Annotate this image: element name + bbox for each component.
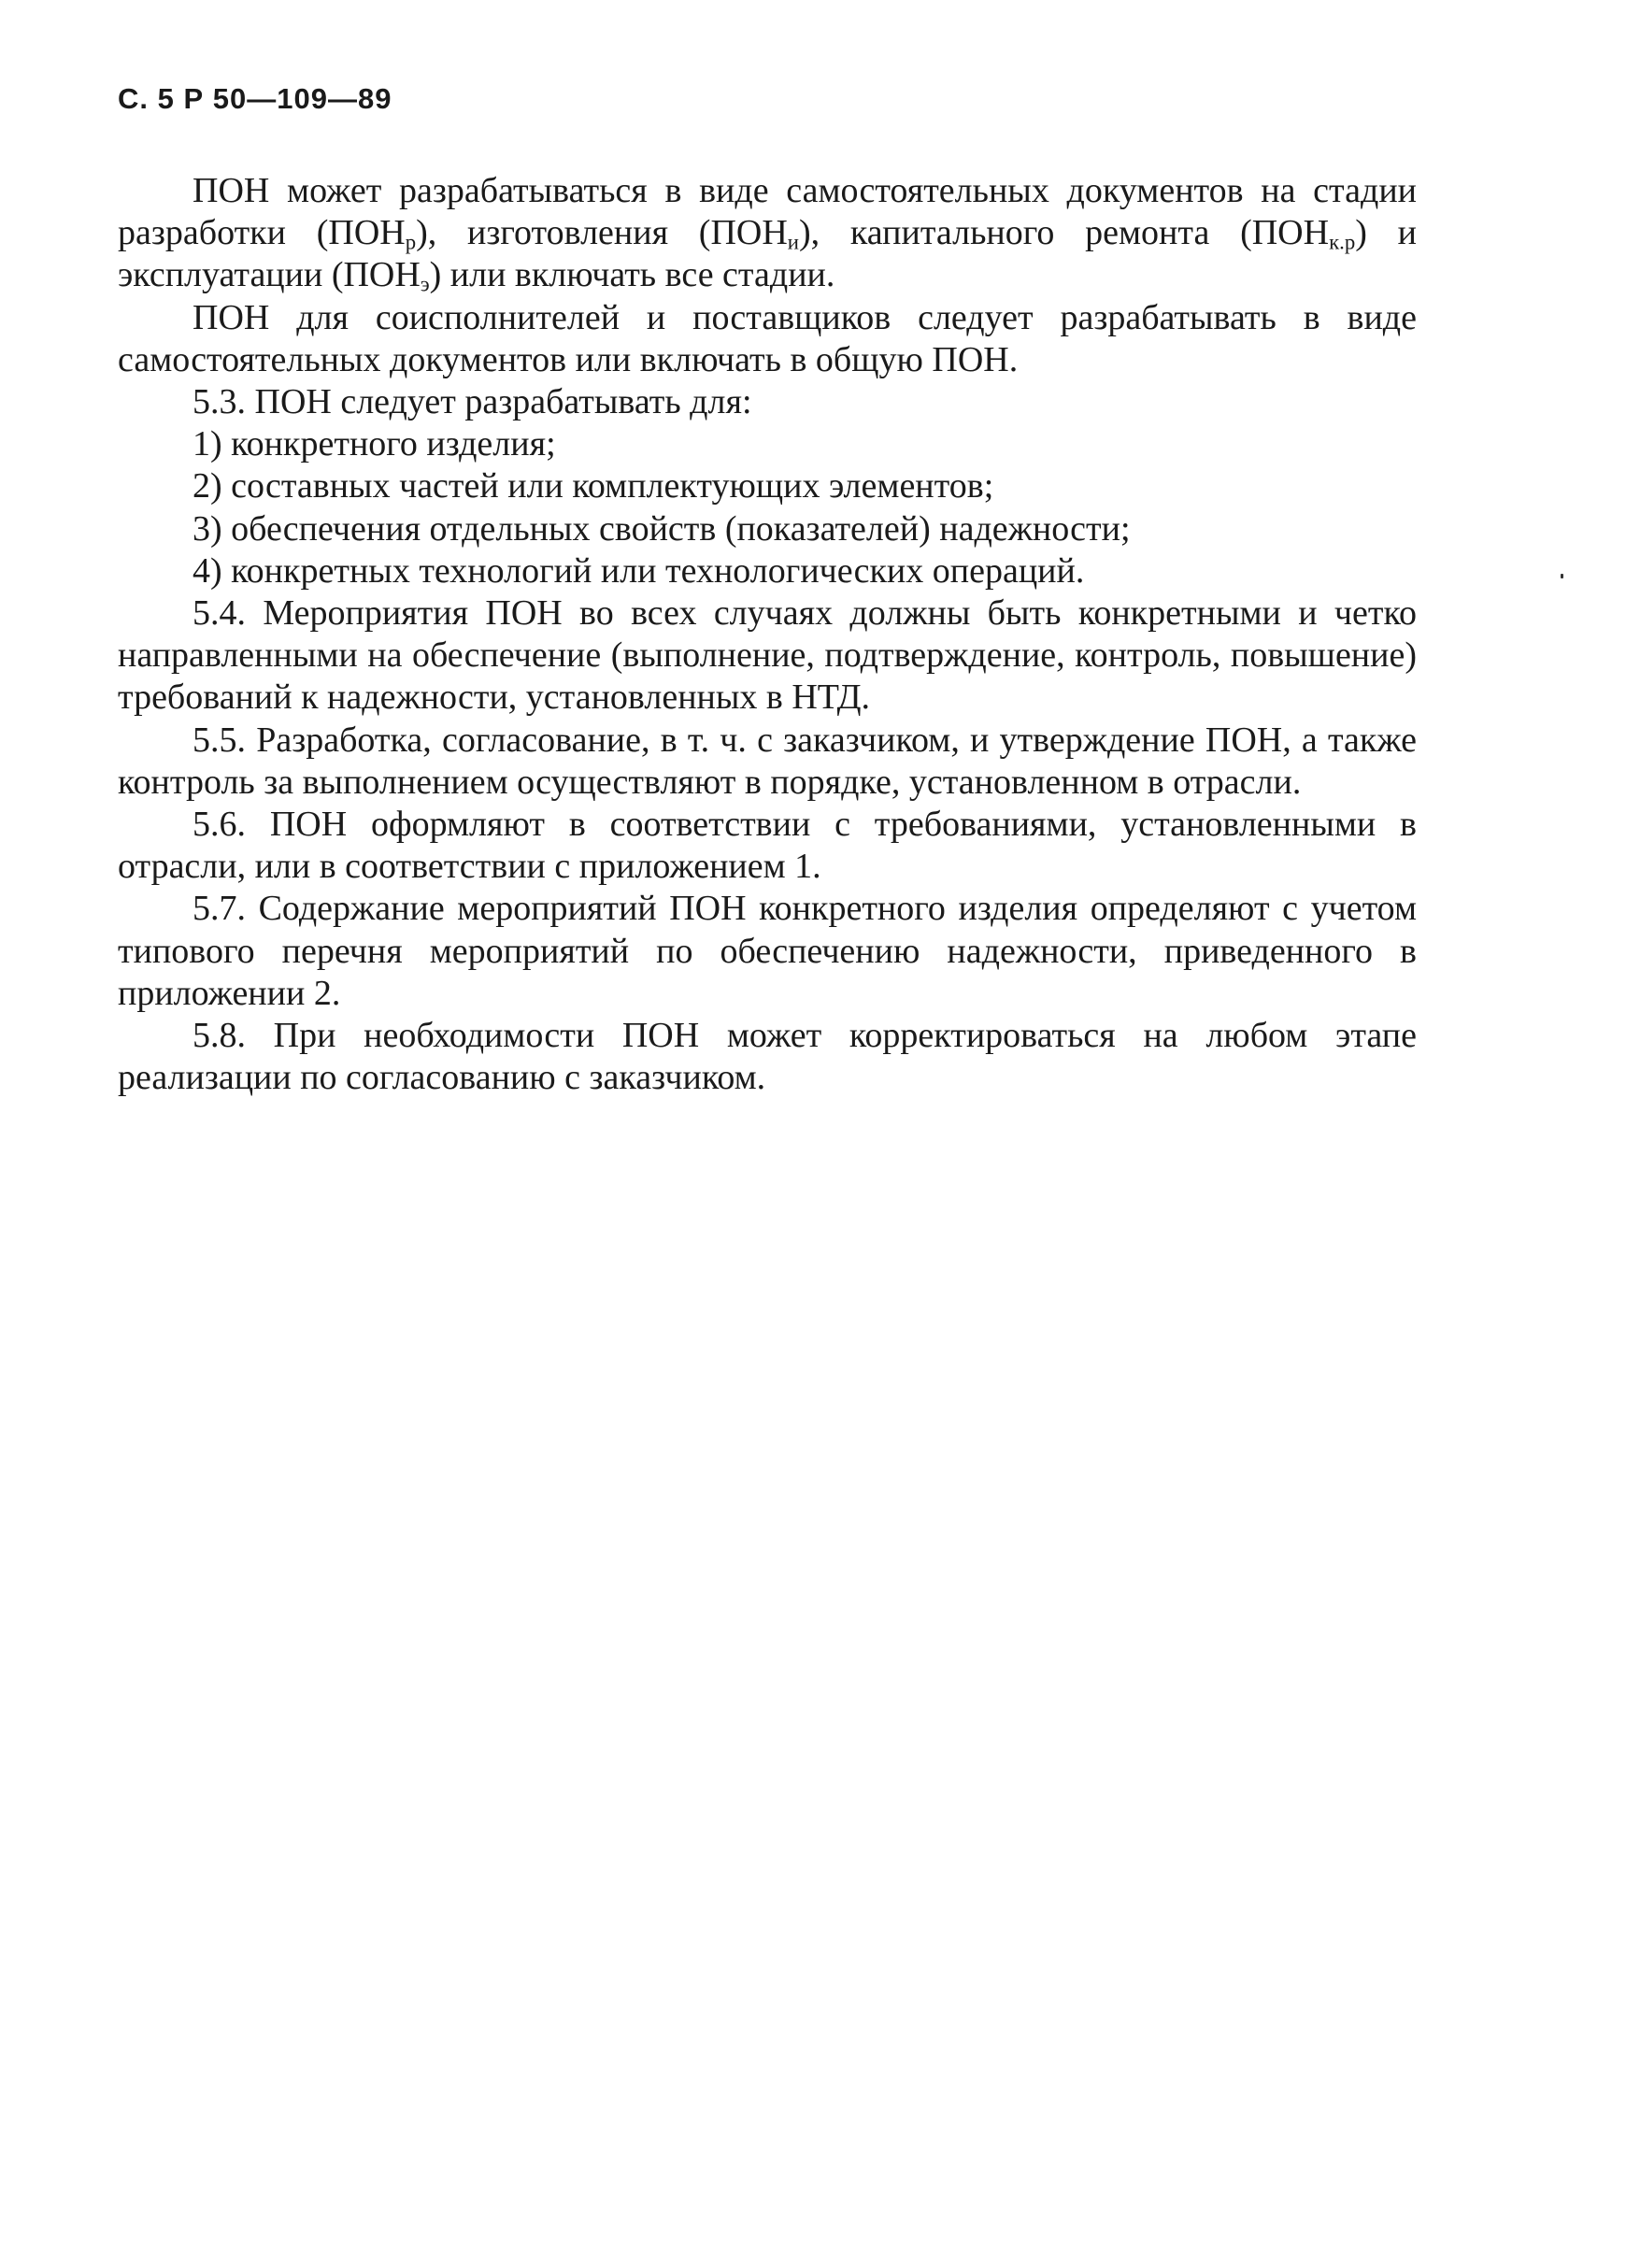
page-header: С. 5 Р 50—109—89 <box>118 82 392 115</box>
list-item: 1) конкретного изделия; <box>193 424 556 464</box>
paragraph-pon-stages: ПОН может разрабатываться в виде самостоятельных документов на стадии разработки $(ПОН_р)$, изготовления $(ПОН_и)$, капитального ремонта $(ПОН_{к.р})$ и эксплуатации $(ПОН_э)$ или включать все стадии. <box>118 171 1417 297</box>
section-5-7: 5.7. Содержание мероприятий ПОН конкретного изделия определяют с учетом типового перечня мероприятий по обеспечению надежности, приведенного в приложении 2. <box>118 889 1417 1013</box>
paragraph-pon-suppliers: ПОН для соисполнителей и поставщиков следует разрабатывать в виде самостоятельных документов или включать в общую ПОН. <box>118 297 1417 379</box>
document-body <box>118 170 1417 1099</box>
list-item: 2) составных частей или комплектующих элементов; <box>193 466 994 506</box>
section-5-5: 5.5. Разработка, согласование, в т. ч. с заказчиком, и утверждение ПОН, а также контроль за выполнением осуществляют в порядке, установленном в отрасли. <box>118 720 1417 802</box>
scan-speck <box>1561 574 1563 578</box>
section-5-6: 5.6. ПОН оформляют в соответствии с требованиями, установленными в отрасли, или в соответствии с приложением 1. <box>118 805 1417 887</box>
section-5-3: 5.3. ПОН следует разрабатывать для: <box>193 382 752 422</box>
section-5-8: 5.8. При необходимости ПОН может корректироваться на любом этапе реализации по согласованию с заказчиком. <box>118 1016 1417 1098</box>
list-item: 4) конкретных технологий или технологических операций. <box>193 550 1085 591</box>
section-5-4: 5.4. Мероприятия ПОН во всех случаях должны быть конкретными и четко направленными на обеспечение (выполнение, подтверждение, контроль, повышение) требований к надежности, установленных в НТД. <box>118 593 1417 718</box>
list-item: 3) обеспечения отдельных свойств (показателей) надежности; <box>193 508 1131 549</box>
